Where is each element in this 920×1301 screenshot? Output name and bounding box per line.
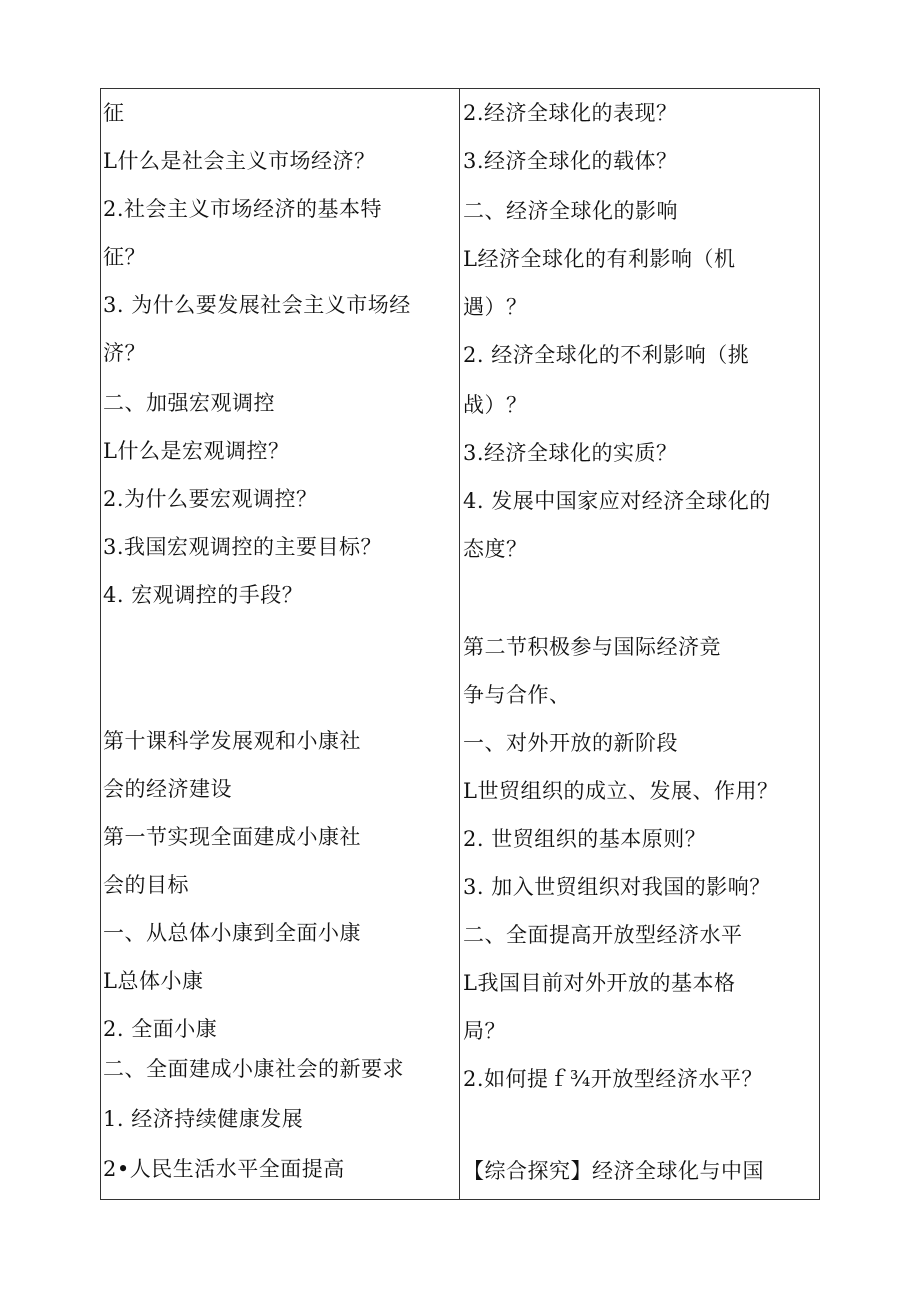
left-line: 2•人民生活水平全面提高 <box>103 1157 345 1181</box>
right-line: 3.经济全球化的载体？ <box>463 149 678 173</box>
left-line: 二、加强宏观调控 <box>103 391 275 415</box>
left-line: 3.我国宏观调控的主要目标？ <box>103 535 383 559</box>
left-line: 1. 经济持续健康发展 <box>103 1107 304 1131</box>
right-line: 二、全面提高开放型经济水平 <box>463 923 743 947</box>
right-line: 4. 发展中国家应对经济全球化的 <box>463 489 771 513</box>
left-line: 第十课科学发展观和小康社 <box>103 729 361 753</box>
right-line: 态度？ <box>463 537 528 561</box>
right-line: 3.经济全球化的实质？ <box>463 441 678 465</box>
right-line: 二、经济全球化的影响 <box>463 199 678 223</box>
left-line: 3. 为什么要发展社会主义市场经 <box>103 293 411 317</box>
right-line: 3. 加入世贸组织对我国的影响？ <box>463 875 771 899</box>
left-line: 济？ <box>103 341 146 365</box>
right-line: 遇）？ <box>463 295 528 319</box>
left-line: L什么是社会主义市场经济？ <box>103 149 376 173</box>
right-line: 争与合作、 <box>463 683 571 707</box>
left-line: 2.社会主义市场经济的基本特 <box>103 197 383 221</box>
left-line: 一、从总体小康到全面小康 <box>103 921 361 945</box>
right-line: 战）？ <box>463 393 528 417</box>
left-line: L总体小康 <box>103 969 204 993</box>
left-line: 第一节实现全面建成小康社 <box>103 825 361 849</box>
column-divider <box>459 89 460 1199</box>
left-line: 会的目标 <box>103 873 189 897</box>
left-line: 2.为什么要宏观调控？ <box>103 487 318 511</box>
outline-table <box>100 88 820 1200</box>
left-line: 二、全面建成小康社会的新要求 <box>103 1057 404 1081</box>
right-line: 2. 世贸组织的基本原则？ <box>463 827 707 851</box>
left-line: 征 <box>103 101 125 125</box>
right-line: 第二节积极参与国际经济竞 <box>463 635 721 659</box>
left-line: 征？ <box>103 245 146 269</box>
right-line: L世贸组织的成立、发展、作用？ <box>463 779 779 803</box>
right-line: L我国目前对外开放的基本格 <box>463 971 736 995</box>
right-line: 【综合探究】经济全球化与中国 <box>463 1159 764 1183</box>
left-line: 会的经济建设 <box>103 777 232 801</box>
right-line: 2. 经济全球化的不利影响（挑 <box>463 343 750 367</box>
right-line: L经济全球化的有利影响（机 <box>463 247 736 271</box>
left-line: 2. 全面小康 <box>103 1017 218 1041</box>
left-line: L什么是宏观调控？ <box>103 439 290 463</box>
right-line: 局？ <box>463 1019 506 1043</box>
right-line: 2.如何提ｆ¾开放型经济水平？ <box>463 1067 763 1091</box>
right-line: 2.经济全球化的表现？ <box>463 101 678 125</box>
left-line: 4. 宏观调控的手段？ <box>103 583 304 607</box>
right-line: 一、对外开放的新阶段 <box>463 731 678 755</box>
